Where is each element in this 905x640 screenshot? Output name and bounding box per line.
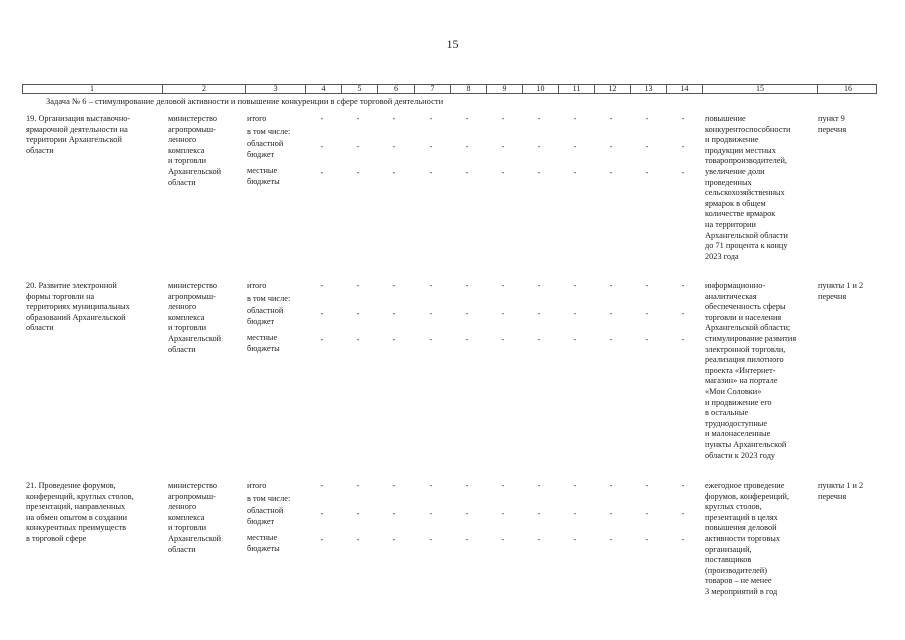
header-col-10: 10 <box>522 85 558 93</box>
empty-value-dash: - <box>681 309 685 318</box>
empty-value-dash: - <box>645 481 649 490</box>
empty-value-dash: - <box>609 281 613 290</box>
header-col-15: 15 <box>702 85 817 93</box>
header-col-3: 3 <box>245 85 305 93</box>
expected-result: ежегодное проведение форумов, конференций, круглых столов, презентаций в целях повышения деловой активности торговых организаций, поставщиков (производителей) товаров – не менее 3 мероприятий в год <box>705 481 789 596</box>
header-col-16: 16 <box>817 85 878 93</box>
empty-value-dash: - <box>573 142 577 151</box>
empty-value-dash: - <box>356 142 360 151</box>
empty-value-dash: - <box>392 535 396 544</box>
header-col-14: 14 <box>666 85 702 93</box>
empty-value-dash: - <box>320 114 324 123</box>
empty-value-dash: - <box>645 142 649 151</box>
empty-value-dash: - <box>645 281 649 290</box>
empty-value-dash: - <box>681 114 685 123</box>
empty-value-dash: - <box>465 309 469 318</box>
empty-value-dash: - <box>465 281 469 290</box>
empty-value-dash: - <box>537 281 541 290</box>
empty-value-dash: - <box>537 309 541 318</box>
funding-source-label: местные бюджеты <box>247 166 280 186</box>
empty-value-dash: - <box>356 168 360 177</box>
empty-value-dash: - <box>320 168 324 177</box>
empty-value-dash: - <box>501 168 505 177</box>
empty-value-dash: - <box>429 114 433 123</box>
empty-value-dash: - <box>681 535 685 544</box>
empty-value-dash: - <box>465 335 469 344</box>
empty-value-dash: - <box>356 535 360 544</box>
header-col-9: 9 <box>486 85 522 93</box>
funding-source-label: местные бюджеты <box>247 533 280 553</box>
empty-value-dash: - <box>501 509 505 518</box>
empty-value-dash: - <box>392 281 396 290</box>
executor: министерство агропромыш- ленного комплекса и торговли Архангельской области <box>168 281 222 354</box>
empty-value-dash: - <box>609 335 613 344</box>
empty-value-dash: - <box>537 481 541 490</box>
header-col-11: 11 <box>558 85 594 93</box>
header-col-12: 12 <box>594 85 630 93</box>
empty-value-dash: - <box>356 281 360 290</box>
empty-value-dash: - <box>356 335 360 344</box>
empty-value-dash: - <box>645 509 649 518</box>
empty-value-dash: - <box>537 168 541 177</box>
empty-value-dash: - <box>645 535 649 544</box>
empty-value-dash: - <box>573 168 577 177</box>
header-col-2: 2 <box>162 85 245 93</box>
funding-source-label: в том числе: <box>247 127 291 136</box>
header-col-4: 4 <box>305 85 341 93</box>
empty-value-dash: - <box>501 281 505 290</box>
empty-value-dash: - <box>573 309 577 318</box>
empty-value-dash: - <box>501 309 505 318</box>
empty-value-dash: - <box>645 168 649 177</box>
funding-source-label: итого <box>247 114 267 123</box>
empty-value-dash: - <box>681 481 685 490</box>
empty-value-dash: - <box>501 114 505 123</box>
empty-value-dash: - <box>320 335 324 344</box>
empty-value-dash: - <box>429 335 433 344</box>
empty-value-dash: - <box>501 335 505 344</box>
activity-name: 20. Развитие электронной формы торговли на территориях муниципальных образований Архангельской области <box>26 281 130 333</box>
empty-value-dash: - <box>501 535 505 544</box>
empty-value-dash: - <box>609 114 613 123</box>
empty-value-dash: - <box>320 142 324 151</box>
empty-value-dash: - <box>537 509 541 518</box>
empty-value-dash: - <box>392 509 396 518</box>
empty-value-dash: - <box>429 142 433 151</box>
empty-value-dash: - <box>573 335 577 344</box>
empty-value-dash: - <box>681 335 685 344</box>
header-col-13: 13 <box>630 85 666 93</box>
empty-value-dash: - <box>645 114 649 123</box>
empty-value-dash: - <box>320 481 324 490</box>
task-title: Задача № 6 – стимулирование деловой активности и повышение конкуренции в сфере торговой деятельности <box>46 96 444 106</box>
empty-value-dash: - <box>356 481 360 490</box>
empty-value-dash: - <box>537 335 541 344</box>
funding-source-label: местные бюджеты <box>247 333 280 353</box>
empty-value-dash: - <box>392 481 396 490</box>
empty-value-dash: - <box>392 335 396 344</box>
empty-value-dash: - <box>320 309 324 318</box>
funding-source-label: в том числе: <box>247 494 291 503</box>
empty-value-dash: - <box>320 535 324 544</box>
expected-result: информационно- аналитическая обеспеченность сферы торговли и населения Архангельской области; стимулирование развития электронной торговли, реализация пилотного проекта «Интернет- магазин» на портале «Мои Соловки» и продвижение его в остальные труднодоступные и малонаселенные пункты Архангельской области к 2023 году <box>705 281 797 460</box>
header-col-8: 8 <box>450 85 486 93</box>
empty-value-dash: - <box>609 481 613 490</box>
funding-source-label: итого <box>247 481 267 490</box>
empty-value-dash: - <box>573 114 577 123</box>
executor: министерство агропромыш- ленного комплекса и торговли Архангельской области <box>168 481 222 554</box>
expected-result: повышение конкурентоспособности и продвижение продукции местных товаропроизводителей, увеличение доли проведенных сельскохозяйственных ярмарок в общем количестве ярмарок на территории Архангельской области до 71 процента к концу 2023 года <box>705 114 791 261</box>
empty-value-dash: - <box>573 535 577 544</box>
empty-value-dash: - <box>573 509 577 518</box>
empty-value-dash: - <box>501 481 505 490</box>
reference: пункты 1 и 2 перечня <box>818 281 864 301</box>
funding-source-label: в том числе: <box>247 294 291 303</box>
empty-value-dash: - <box>645 309 649 318</box>
empty-value-dash: - <box>465 481 469 490</box>
empty-value-dash: - <box>537 535 541 544</box>
empty-value-dash: - <box>465 509 469 518</box>
empty-value-dash: - <box>681 509 685 518</box>
empty-value-dash: - <box>537 142 541 151</box>
empty-value-dash: - <box>681 281 685 290</box>
empty-value-dash: - <box>573 481 577 490</box>
table-header-row <box>22 84 877 94</box>
empty-value-dash: - <box>392 114 396 123</box>
header-col-1: 1 <box>90 84 94 93</box>
page-number: 15 <box>446 37 459 51</box>
empty-value-dash: - <box>320 281 324 290</box>
header-col-5: 5 <box>341 85 377 93</box>
reference: пункт 9 перечня <box>818 114 847 134</box>
empty-value-dash: - <box>609 142 613 151</box>
funding-source-label: итого <box>247 281 267 290</box>
empty-value-dash: - <box>429 309 433 318</box>
executor: министерство агропромыш- ленного комплекса и торговли Архангельской области <box>168 114 222 187</box>
funding-source-label: областной бюджет <box>247 506 284 526</box>
empty-value-dash: - <box>429 481 433 490</box>
empty-value-dash: - <box>356 309 360 318</box>
funding-source-label: областной бюджет <box>247 139 284 159</box>
empty-value-dash: - <box>392 309 396 318</box>
empty-value-dash: - <box>356 509 360 518</box>
empty-value-dash: - <box>573 281 577 290</box>
empty-value-dash: - <box>392 142 396 151</box>
empty-value-dash: - <box>392 168 396 177</box>
header-col-6: 6 <box>377 85 414 93</box>
reference: пункты 1 и 2 перечня <box>818 481 864 501</box>
funding-source-label: областной бюджет <box>247 306 284 326</box>
empty-value-dash: - <box>429 509 433 518</box>
empty-value-dash: - <box>681 142 685 151</box>
empty-value-dash: - <box>681 168 685 177</box>
empty-value-dash: - <box>609 509 613 518</box>
empty-value-dash: - <box>320 509 324 518</box>
header-col-7: 7 <box>414 85 450 93</box>
empty-value-dash: - <box>465 168 469 177</box>
empty-value-dash: - <box>537 114 541 123</box>
activity-name: 19. Организация выставочно- ярмарочной деятельности на территории Архангельской области <box>26 114 131 155</box>
empty-value-dash: - <box>609 168 613 177</box>
empty-value-dash: - <box>609 309 613 318</box>
empty-value-dash: - <box>465 535 469 544</box>
empty-value-dash: - <box>465 142 469 151</box>
empty-value-dash: - <box>465 114 469 123</box>
empty-value-dash: - <box>356 114 360 123</box>
empty-value-dash: - <box>429 535 433 544</box>
activity-name: 21. Проведение форумов, конференций, круглых столов, презентаций, направленных на обмен опытом в создании конкурентных преимуществ в торговой сфере <box>26 481 134 543</box>
empty-value-dash: - <box>501 142 505 151</box>
empty-value-dash: - <box>429 281 433 290</box>
empty-value-dash: - <box>645 335 649 344</box>
empty-value-dash: - <box>609 535 613 544</box>
empty-value-dash: - <box>429 168 433 177</box>
